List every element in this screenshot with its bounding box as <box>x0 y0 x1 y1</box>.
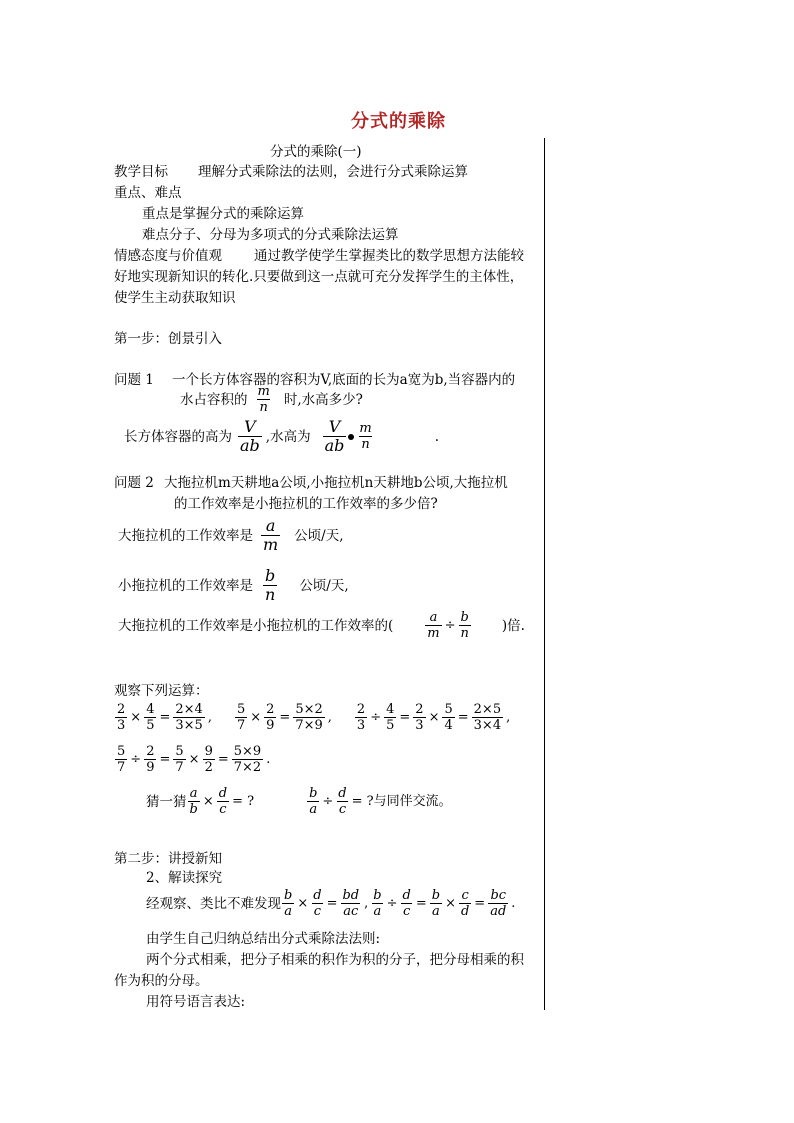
q2-a2-text: 小拖拉机的工作效率是 <box>118 577 253 594</box>
attitude-line1: 通过教学使学生掌握类比的数学思想方法能较 <box>254 248 524 264</box>
comma: , <box>207 709 212 725</box>
share-text: = ?与同伴交流。 <box>351 793 452 809</box>
step1-heading: 第一步：创景引入 <box>114 331 222 347</box>
fraction: $\frac{2}{3}$ <box>356 702 366 733</box>
fraction: $\frac{2}{9}$ <box>266 702 275 733</box>
equals-op: = <box>474 895 486 911</box>
guess-label: 猜一猜 <box>146 793 187 810</box>
fraction-d-c-2: $\frac{d}{c}$ <box>338 786 347 817</box>
fraction-m-n-2: $\frac{m}{n}$ <box>359 421 372 452</box>
fraction-a-m: $\frac{a}{m}$ <box>263 516 279 554</box>
equals-question: = ? <box>232 793 255 809</box>
divide-op: ÷ <box>130 751 142 767</box>
q2-line1: 大拖拉机m天耕地a公顷,小拖拉机n天耕地b公顷,大拖拉机 <box>164 475 508 491</box>
key-points-label: 重点、难点 <box>114 185 182 201</box>
equals-op: = <box>415 895 427 911</box>
q2-line2: 的工作效率是小拖拉机的工作效率的多少倍? <box>174 496 438 512</box>
fraction-b-n: $\frac{b}{n}$ <box>265 566 276 604</box>
fraction-d-c: $\frac{d}{c}$ <box>402 888 411 919</box>
equals-op: = <box>217 751 229 767</box>
q2-unit-1: 公顷/天, <box>294 527 344 544</box>
equals-op: = <box>159 751 171 767</box>
q2-unit-2: 公顷/天, <box>299 577 349 594</box>
q1-line2-a: 水占容积的 <box>180 391 248 408</box>
fraction-b-a: $\frac{b}{a}$ <box>309 786 318 817</box>
equals-op: = <box>159 709 171 725</box>
times-op: × <box>250 709 262 725</box>
attitude-label: 情感态度与价值观 <box>114 248 222 264</box>
equals-op: = <box>326 895 338 911</box>
q1-answer <box>124 418 439 455</box>
q1-line2 <box>180 384 363 415</box>
fraction: $\frac{2}{3}$ <box>415 702 424 733</box>
difficult-point: 难点分子、分母为多项式的分式乘除法运算 <box>142 227 399 243</box>
symbol-text: 用符号语言表达: <box>146 994 246 1010</box>
attitude-line3: 使学生主动获取知识 <box>114 290 236 306</box>
q1-answer-b: ,水高为 <box>265 428 311 445</box>
comma: , <box>364 895 369 911</box>
fraction: $\frac{2}{3}$ <box>117 702 126 733</box>
attitude-line2: 好地实现新知识的转化.只要做到这一点就可充分发挥学生的主体性， <box>114 269 524 285</box>
page-title: 分式的乘除 <box>351 111 446 132</box>
observe-line1 <box>114 702 512 733</box>
fraction-v-ab-2: $\frac{V}{ab}$ <box>324 417 345 455</box>
dot-operator <box>348 434 354 440</box>
q1-line1: 一个长方体容器的容积为V,底面的长为a宽为b,当容器内的 <box>172 372 516 388</box>
fraction-b-a: $\frac{b}{a}$ <box>431 888 441 919</box>
rule-line1: 两个分式相乘，把分子相乘的积作为积的分子，把分母相乘的积 <box>146 952 524 968</box>
period: . <box>266 751 271 767</box>
q1-label: 问题 1 <box>114 372 154 388</box>
fraction-b-a: $\frac{b}{a}$ <box>373 888 382 919</box>
comma: , <box>327 709 332 725</box>
q1-answer-a: 长方体容器的高为 <box>124 428 232 445</box>
times-op: × <box>428 709 440 725</box>
divide-op: ÷ <box>444 617 456 633</box>
fraction: $\frac{5}{7}$ <box>175 744 184 775</box>
subtitle: 分式的乘除(一) <box>270 144 362 160</box>
divide-op: ÷ <box>386 895 398 911</box>
q2-a1-text: 大拖拉机的工作效率是 <box>118 527 253 544</box>
fraction: $\frac{2\times 5}{3\times 4}$ <box>473 702 502 733</box>
times-op: × <box>188 751 200 767</box>
q2-answer3 <box>118 610 525 641</box>
fraction: $\frac{4}{5}$ <box>386 702 395 733</box>
fraction-bc-ad: $\frac{bc}{ad}$ <box>490 888 507 919</box>
objectives-text: 理解分式乘除法的法则，会进行分式乘除运算 <box>198 164 468 180</box>
fraction-a-m-2: $\frac{a}{m}$ <box>427 610 440 641</box>
times-op: × <box>130 709 142 725</box>
period: . <box>511 895 516 911</box>
fraction-m-n: $\frac{m}{n}$ <box>257 384 270 415</box>
fraction-b-a: $\frac{b}{a}$ <box>284 888 293 919</box>
fraction: $\frac{5}{7}$ <box>117 744 126 775</box>
fraction-d-c: $\frac{d}{c}$ <box>218 786 228 817</box>
q2-label: 问题 2 <box>114 475 154 491</box>
fraction: $\frac{5}{4}$ <box>444 702 453 733</box>
q2-a3-text: 大拖拉机的工作效率是小拖拉机的工作效率的( <box>118 617 394 634</box>
discover-line <box>146 888 517 919</box>
fraction-b-n-2: $\frac{b}{n}$ <box>460 610 469 641</box>
fraction-a-b: $\frac{a}{b}$ <box>189 786 198 817</box>
fraction: $\frac{5\times 2}{7\times 9}$ <box>295 702 323 733</box>
fraction-v-ab: $\frac{V}{ab}$ <box>240 417 260 455</box>
q1-line2-b: 时,水高多少? <box>283 391 363 408</box>
rule-line2: 作为积的分母。 <box>114 973 209 989</box>
observe-label: 观察下列运算： <box>114 683 209 699</box>
q1-answer-end: . <box>434 428 439 445</box>
times-op: × <box>297 895 309 911</box>
divide-op: ÷ <box>370 709 382 725</box>
times-op: × <box>202 793 214 809</box>
fraction: $\frac{5\times 9}{7\times 2}$ <box>233 744 262 775</box>
equals-op: = <box>279 709 291 725</box>
key-point: 重点是掌握分式的乘除运算 <box>142 206 304 222</box>
summary-text: 由学生自己归纳总结出分式乘除法法则: <box>146 931 381 947</box>
fraction-bd-ac: $\frac{bd}{ac}$ <box>342 888 360 919</box>
fraction: $\frac{5}{7}$ <box>236 702 246 733</box>
q2-a3-end: )倍. <box>501 617 525 634</box>
margin-rule <box>544 138 545 1010</box>
fraction: $\frac{2\times 4}{3\times 5}$ <box>175 702 203 733</box>
step2-sub: 2、解读探究 <box>146 870 223 886</box>
discover-text: 经观察、类比不难发现 <box>146 895 281 912</box>
fraction: $\frac{9}{2}$ <box>204 744 213 775</box>
step2-heading: 第二步：讲授新知 <box>114 851 222 867</box>
guess-line <box>146 786 454 817</box>
objectives-label: 教学目标 <box>114 164 168 180</box>
equals-op: = <box>399 709 411 725</box>
q2-answer2 <box>118 567 349 604</box>
fraction: $\frac{4}{5}$ <box>146 702 155 733</box>
equals-op: = <box>457 709 469 725</box>
fraction-c-d: $\frac{c}{d}$ <box>460 888 470 919</box>
times-op: × <box>445 895 456 911</box>
q2-answer1 <box>118 517 344 554</box>
comma: , <box>506 709 511 725</box>
divide-op: ÷ <box>322 793 334 809</box>
fraction: $\frac{2}{9}$ <box>146 744 155 775</box>
observe-line2 <box>114 744 272 775</box>
fraction-d-c: $\frac{d}{c}$ <box>313 888 322 919</box>
